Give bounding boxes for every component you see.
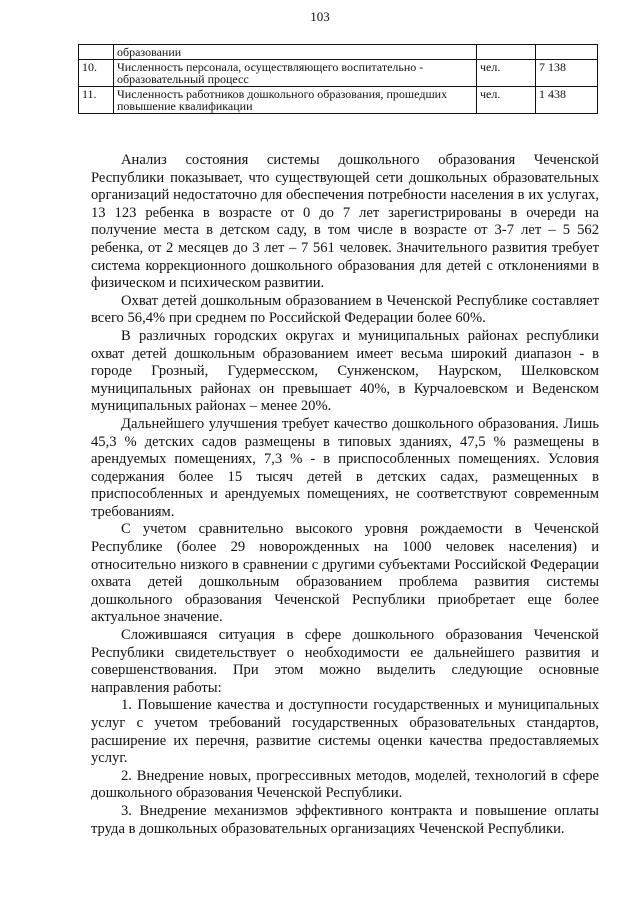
unit-cell: чел. <box>477 60 536 87</box>
paragraph-districts: В различных городских округах и муниципальных районах республики охват детей дошкольным образованием имеет весьма широкий диапазон - в городе Грозный, Гудермесском, Сунженском, Наурском, Шелковском муниципальных районах он превышает 40%, в Курчалоевском и Веденском муниципальных районах – менее 20%. <box>91 327 599 415</box>
paragraph-quality: Дальнейшего улучшения требует качество дошкольного образования. Лишь 45,3 % детских садов размещены в типовых зданиях, 47,5 % размещены в арендуемых помещениях, 7,3 % - в приспособленных помещениях. Условия содержания более 15 тысяч детей в детских садах, размещенных в приспособленных и арендуемых помещениях, не соответствуют современным требованиям. <box>91 415 599 520</box>
paragraph-analysis: Анализ состояния системы дошкольного образования Чеченской Республики показывает, что существующей сети дошкольных образовательных организаций недостаточно для обеспечения потребности населения в их услугах, 13 123 ребенка в возрасте от 0 до 7 лет зарегистрированы в очереди на получение места в детском саду, в том числе в возрасте от 3-7 лет – 5 562 ребенка, от 2 месяцев до 3 лет – 7 561 человек. Значительного развития требует система коррекционного дошкольного образования для детей с отклонениями в физическом и психическом развитии. <box>91 152 599 292</box>
indicator-name-cell: образовании <box>114 45 477 60</box>
value-cell: 7 138 <box>536 60 598 87</box>
indicator-name-cell: Численность персонала, осуществляющего воспитательно - образовательный процесс <box>114 60 477 87</box>
list-item-1: 1. Повышение качества и доступности государственных и муниципальных услуг с учетом требований государственных образовательных стандартов, расширение их перечня, развитие системы оценки качества предоставляемых услуг. <box>91 697 599 767</box>
page-number: 103 <box>310 9 330 24</box>
table-row <box>79 45 598 60</box>
unit-cell <box>477 45 536 60</box>
unit-cell: чел. <box>477 87 536 114</box>
data-table <box>78 44 598 114</box>
indicator-name-cell: Численность работников дошкольного образования, прошедших повышение квалификации <box>114 87 477 114</box>
paragraph-situation: Сложившаяся ситуация в сфере дошкольного образования Чеченской Республики свидетельствует о необходимости ее дальнейшего развития и совершенствования. При этом можно выделить следующие основные направления работы: <box>91 627 599 696</box>
paragraph-birthrate: С учетом сравнительно высокого уровня рождаемости в Чеченской Республике (более 29 новорожденных на 1000 человек населения) и относительно низкого в сравнении с другими субъектами Российской Федерации охвата детей дошкольным образованием проблема развития системы дошкольного образования Чеченской Республики приобретает еще более актуальное значение. <box>91 521 599 626</box>
row-number-cell: 10. <box>79 60 114 87</box>
table-row <box>79 60 598 87</box>
value-cell <box>536 45 598 60</box>
table-row <box>79 87 598 114</box>
body-text <box>91 152 599 838</box>
list-item-2: 2. Внедрение новых, прогрессивных методов, моделей, технологий в сфере дошкольного образования Чеченской Республики. <box>91 767 599 802</box>
paragraph-coverage: Охват детей дошкольным образованием в Чеченской Республике составляет всего 56,4% при среднем по Российской Федерации более 60%. <box>91 292 599 327</box>
row-number-cell <box>79 45 114 60</box>
row-number-cell: 11. <box>79 87 114 114</box>
value-cell: 1 438 <box>536 87 598 114</box>
list-item-3: 3. Внедрение механизмов эффективного контракта и повышение оплаты труда в дошкольных образовательных организациях Чеченской Республики. <box>91 802 599 837</box>
